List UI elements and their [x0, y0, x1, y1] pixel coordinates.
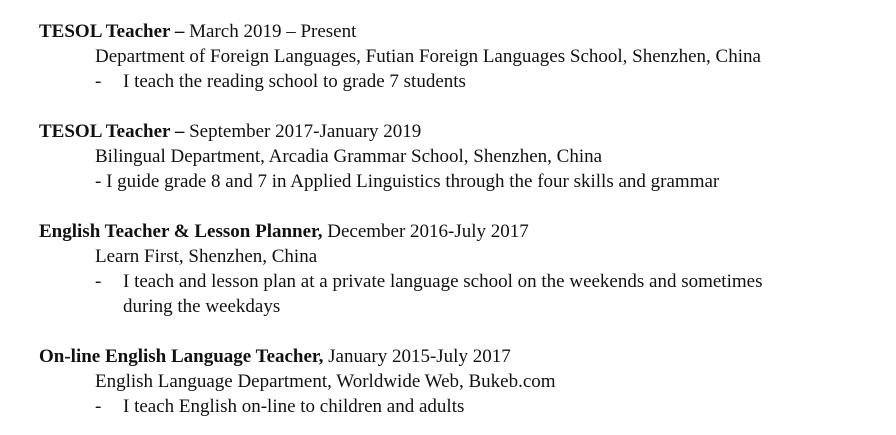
job-title: TESOL Teacher – — [39, 21, 185, 42]
job-dates: December 2016-July 2017 — [322, 221, 529, 242]
entry-heading — [39, 219, 529, 244]
employer-line: Learn First, Shenzhen, China — [95, 246, 318, 267]
bullet-marker: - — [95, 71, 102, 92]
entry-heading — [39, 344, 511, 369]
job-title: English Teacher & Lesson Planner, — [39, 221, 323, 242]
job-title: TESOL Teacher – — [39, 121, 185, 142]
bullet-text: - I guide grade 8 and 7 in Applied Linguistics through the four skills and grammar — [95, 171, 720, 192]
employer-line: English Language Department, Worldwide Web, Bukeb.com — [95, 371, 556, 392]
bullet-text: I teach and lesson plan at a private language school on the weekends and sometimes — [123, 271, 763, 292]
entry-heading — [39, 119, 421, 144]
employer-line: Department of Foreign Languages, Futian Foreign Languages School, Shenzhen, China — [95, 46, 761, 67]
employer-line: Bilingual Department, Arcadia Grammar School, Shenzhen, China — [95, 146, 603, 167]
job-dates: March 2019 – Present — [184, 21, 357, 42]
bullet-marker: - — [95, 271, 102, 292]
entry-heading — [39, 19, 356, 44]
bullet-text-continuation: during the weekdays — [123, 296, 281, 317]
job-dates: September 2017-January 2019 — [184, 121, 422, 142]
bullet-text: I teach English on-line to children and adults — [123, 396, 465, 417]
job-dates: January 2015-July 2017 — [323, 346, 511, 367]
bullet-marker: - — [95, 396, 102, 417]
bullet-text: I teach the reading school to grade 7 students — [123, 71, 466, 92]
job-title: On-line English Language Teacher, — [39, 346, 324, 367]
